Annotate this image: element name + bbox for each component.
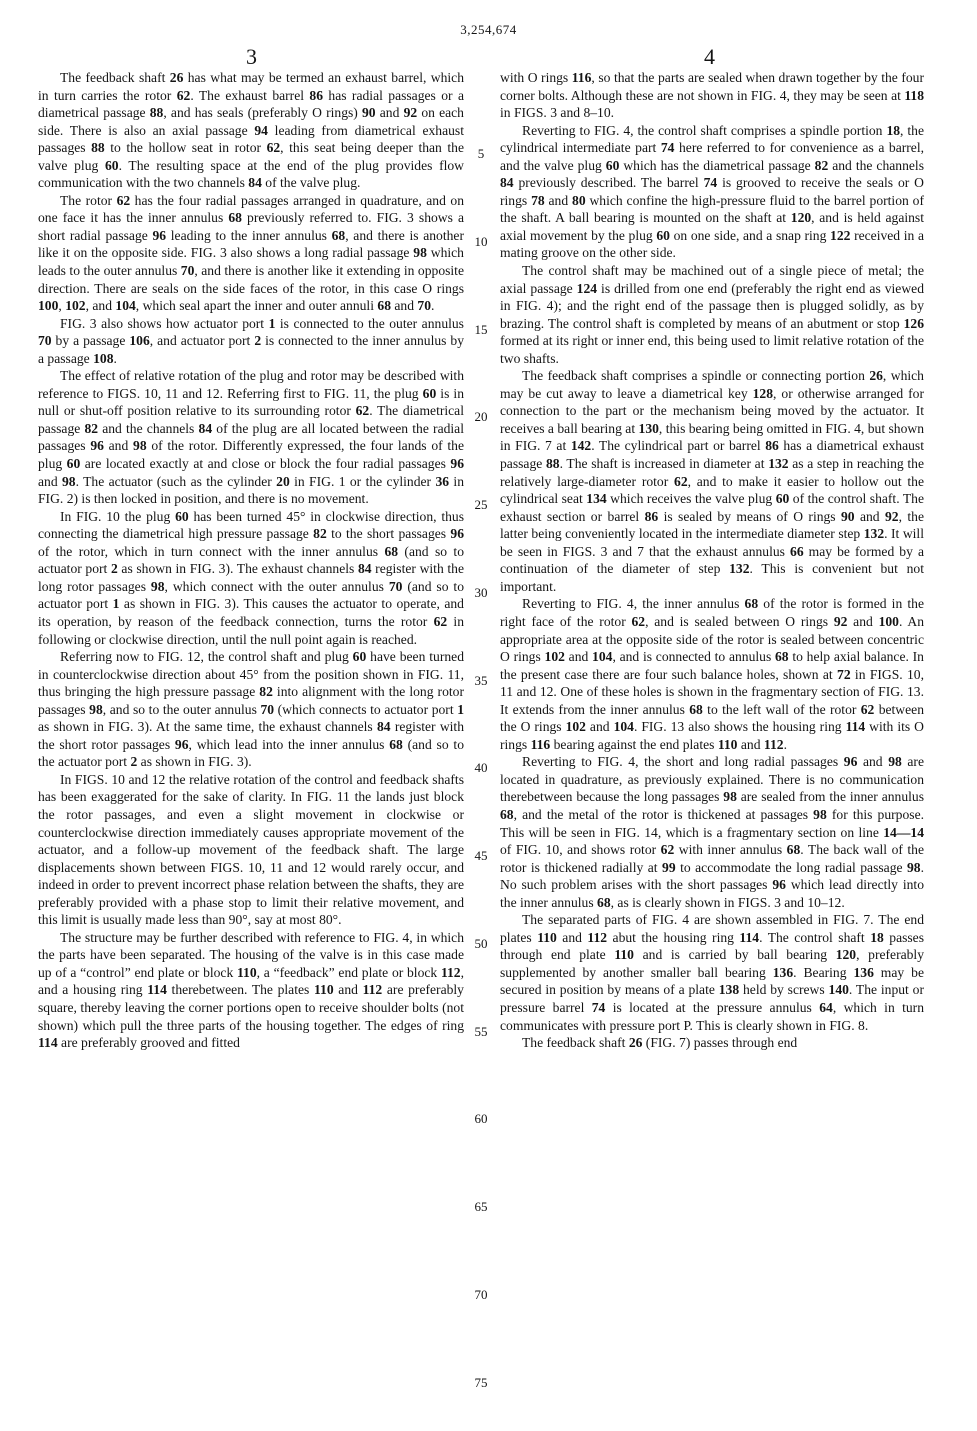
paragraph: Referring now to FIG. 12, the control shaft and plug 60 have been turned in counterclockwise direction about 45° from the position shown in FIG. 11, thus bringing the high pressure passage 82 into alignment with the long rotor passages 98, and so to the outer annulus 70 (which connects to actuator port 1 as shown in FIG. 3). At the same time, the exhaust channels 84 register with the short rotor passages 96, which lead into the inner annulus 68 (and so to the actuator port 2 as shown in FIG. 3). <box>38 649 464 770</box>
line-number: 5 <box>477 146 485 161</box>
paragraph: with O rings 116, so that the parts are sealed when drawn together by the four corner bolts. Although these are not shown in FIG. 4, they may be seen at 118 in FIGS. 3 and 8–10. <box>500 70 924 121</box>
line-number: 45 <box>474 848 488 863</box>
paragraph: Reverting to FIG. 4, the inner annulus 68 of the rotor is formed in the right face of the rotor 62, and is sealed between O rings 92 and 100. An appropriate area at the opposite side of the rotor is sealed between concentric O rings 102 and 104, and is connected to annulus 68 to help axial balance. In the present case there are four such balance holes, shown at 72 in FIGS. 10, 11 and 12. One of these holes is shown in the fragmentary section of FIG. 13. It extends from the inner annulus 68 to the left wall of the rotor 62 between the O rings 102 and 104. FIG. 13 also shows the housing ring 114 with its O rings 116 bearing against the end plates 110 and 112. <box>500 596 924 752</box>
paragraph: The structure may be further described with reference to FIG. 4, in which the parts have been separated. The housing of the valve is in this case made up of a “control” end plate or block 110, a “feedback” end plate or block 112, and a housing ring 114 therebetween. The plates 110 and 112 are preferably square, thereby leaving the corner portions open to receive shoulder bolts (not shown) which pull the three parts of the housing together. The edges of ring 114 are preferably grooved and fitted <box>38 929 464 1051</box>
line-number: 60 <box>474 1111 488 1127</box>
paragraph: The effect of relative rotation of the plug and rotor may be described with reference to FIGS. 10, 11 and 12. Referring first to FIG. 11, the plug 60 is in null or shut-off position relative to its surrounding rotor 62. The diametrical passage 82 and the channels 84 of the plug are all located between the radial passages 96 and 98 of the rotor. Differently expressed, the four lands of the plug 60 are located exactly at and close or block the four radial passages 96 and 98. The actuator (such as the cylinder 20 in FIG. 1 or the cylinder 36 in FIG. 2) is then locked in position, and there is no movement. <box>38 368 464 507</box>
paragraph: FIG. 3 also shows how actuator port 1 is connected to the outer annulus 70 by a passage 106, and actuator port 2 is connected to the inner annulus by a passage 108. <box>38 315 465 366</box>
right-text-column <box>500 69 924 1052</box>
line-number: 15 <box>474 321 488 337</box>
paragraph: The feedback shaft comprises a spindle or connecting portion 26, which may be cut away to leave a diametrical key 128, or otherwise arranged for connection to the part or the mechanism being moved by the actuator. It receives a ball bearing at 130, this bearing being omitted in FIG. 4, but shown in FIG. 7 at 142. The cylindrical part or barrel 86 has a diametrical exhaust passage 88. The shaft is increased in diameter at 132 as a step in reaching the relatively large-diameter rotor 62, and to make it easier to hollow out the cylindrical seat 134 which receives the valve plug 60 of the control shaft. The exhaust section or barrel 86 is sealed by means of O rings 90 and 92, the latter being conveniently located in the intermediate diameter step 132. It will be seen in FIGS. 3 and 7 that the exhaust annulus 66 may be formed by a continuation of the diameter of step 132. This is convenient but not important. <box>500 368 925 594</box>
line-number: 20 <box>474 409 488 425</box>
patent-number: 3,254,674 <box>460 22 517 37</box>
line-number: 75 <box>474 1374 488 1390</box>
line-number: 55 <box>474 1023 488 1039</box>
column-number-right: 4 <box>704 44 715 69</box>
paragraph: Reverting to FIG. 4, the control shaft comprises a spindle portion 18, the cylindrical intermediate part 74 here referred to for convenience as a barrel, and the valve plug 60 which has the diametrical passage 82 and the channels 84 previously described. The barrel 74 is grooved to receive the seals or O rings 78 and 80 which confine the high-pressure fluid to the barrel portion of the shaft. A ball bearing is mounted on the shaft at 120, and is held against axial movement by the plug 60 on one side, and a snap ring 122 received in a mating groove on the other side. <box>500 122 925 261</box>
paragraph: The feedback shaft 26 has what may be termed an exhaust barrel, which in turn carries the rotor 62. The exhaust barrel 86 has radial passages or a diametrical passage 88, and has seals (preferably O rings) 90 and 92 on each side. There is also an axial passage 94 leading from diametrical exhaust passages 88 to the hollow seat in rotor 62, this seat being deeper than the valve plug 60. The resulting space at the end of the plug provides flow communication with the two channels 84 of the valve plug. <box>38 70 465 191</box>
paragraph: The control shaft may be machined out of a single piece of metal; the axial passage 124 is drilled from one end (preferably the right end as viewed in FIG. 4); and the right end of the passage then is plugged solidly, as by brazing. The control shaft is completed by means of an abutment or stop 126 formed at its right or inner end, this being used to limit relative rotation of the two shafts. <box>500 263 924 366</box>
column-number-left: 3 <box>246 44 257 69</box>
line-number: 40 <box>474 760 488 776</box>
paragraph: The rotor 62 has the four radial passages arranged in quadrature, and on one face it has the inner annulus 68 previously referred to. FIG. 3 shows a short radial passage 96 leading to the inner annulus 68, and there is another like it on the opposite side. FIG. 3 also shows a long radial passage 98 which leads to the outer annulus 70, and there is another like it extending in opposite direction. There are seals on the side faces of the rotor, in this case O rings 100, 102, and 104, which seal apart the inner and outer annuli 68 and 70. <box>38 192 465 314</box>
paragraph: The feedback shaft 26 (FIG. 7) passes through end <box>522 1035 798 1051</box>
line-number: 10 <box>474 233 488 249</box>
line-number: 35 <box>474 672 488 688</box>
paragraph: The separated parts of FIG. 4 are shown assembled in FIG. 7. The end plates 110 and 112 abut the housing ring 114. The control shaft 18 passes through end plate 110 and is carried by ball bearing 120, preferably supplemented by another smaller ball bearing 136. Bearing 136 may be secured in position by means of a plate 138 held by screws 140. The input or pressure barrel 74 is located at the pressure annulus 64, which in turn communicates with pressure port P. This is clearly shown in FIG. 8. <box>500 912 925 1033</box>
line-number: 70 <box>474 1286 488 1302</box>
paragraph: Reverting to FIG. 4, the short and long radial passages 96 and 98 are located in quadrature, as previously explained. There is no communication therebetween because the long passages 98 are sealed from the inner annulus 68, and the metal of the rotor is thickened at passages 98 for this purpose. This will be seen in FIG. 14, which is a fragmentary section on line 14—14 of FIG. 10, and shows rotor 62 with inner annulus 68. The back wall of the rotor is thickened radially at 99 to accommodate the long radial passage 98. No such problem arises with the short passages 96 which lead directly into the inner annulus 68, as is clearly shown in FIGS. 3 and 10–12. <box>500 754 925 910</box>
line-number: 30 <box>474 584 488 600</box>
line-number: 25 <box>474 497 488 512</box>
line-number: 65 <box>474 1199 488 1214</box>
left-text-column <box>38 69 464 1052</box>
line-number: 50 <box>474 935 488 951</box>
paragraph: In FIG. 10 the plug 60 has been turned 45° in clockwise direction, thus connecting the diametrical high pressure passage 82 to the short passages 96 of the rotor, which in turn connect with the inner annulus 68 (and so to actuator port 2 as shown in FIG. 3). The exhaust channels 84 register with the long rotor passages 98, which connect with the outer annulus 70 (and so to actuator port 1 as shown in FIG. 3). This causes the actuator to operate, and its operation, by reason of the feedback connection, turns the rotor 62 in following or clockwise direction, until the null point again is reached. <box>38 508 465 647</box>
paragraph: In FIGS. 10 and 12 the relative rotation of the control and feedback shafts has been exaggerated for the sake of clarity. In FIG. 11 the lands just block the rotor passages, and even a slight movement in clockwise or counterclockwise direction immediately causes appropriate movement of the actuator, and a follow-up movement of the feedback shaft. The large displacements shown between FIGS. 10, 11 and 12 would rarely occur, and indeed in order to prevent incorrect phase relation between the shafts, they are preferably provided with a phase stop to limit their relative movement, and this limit is usually made less than 90°, say at most 80°. <box>38 771 464 928</box>
